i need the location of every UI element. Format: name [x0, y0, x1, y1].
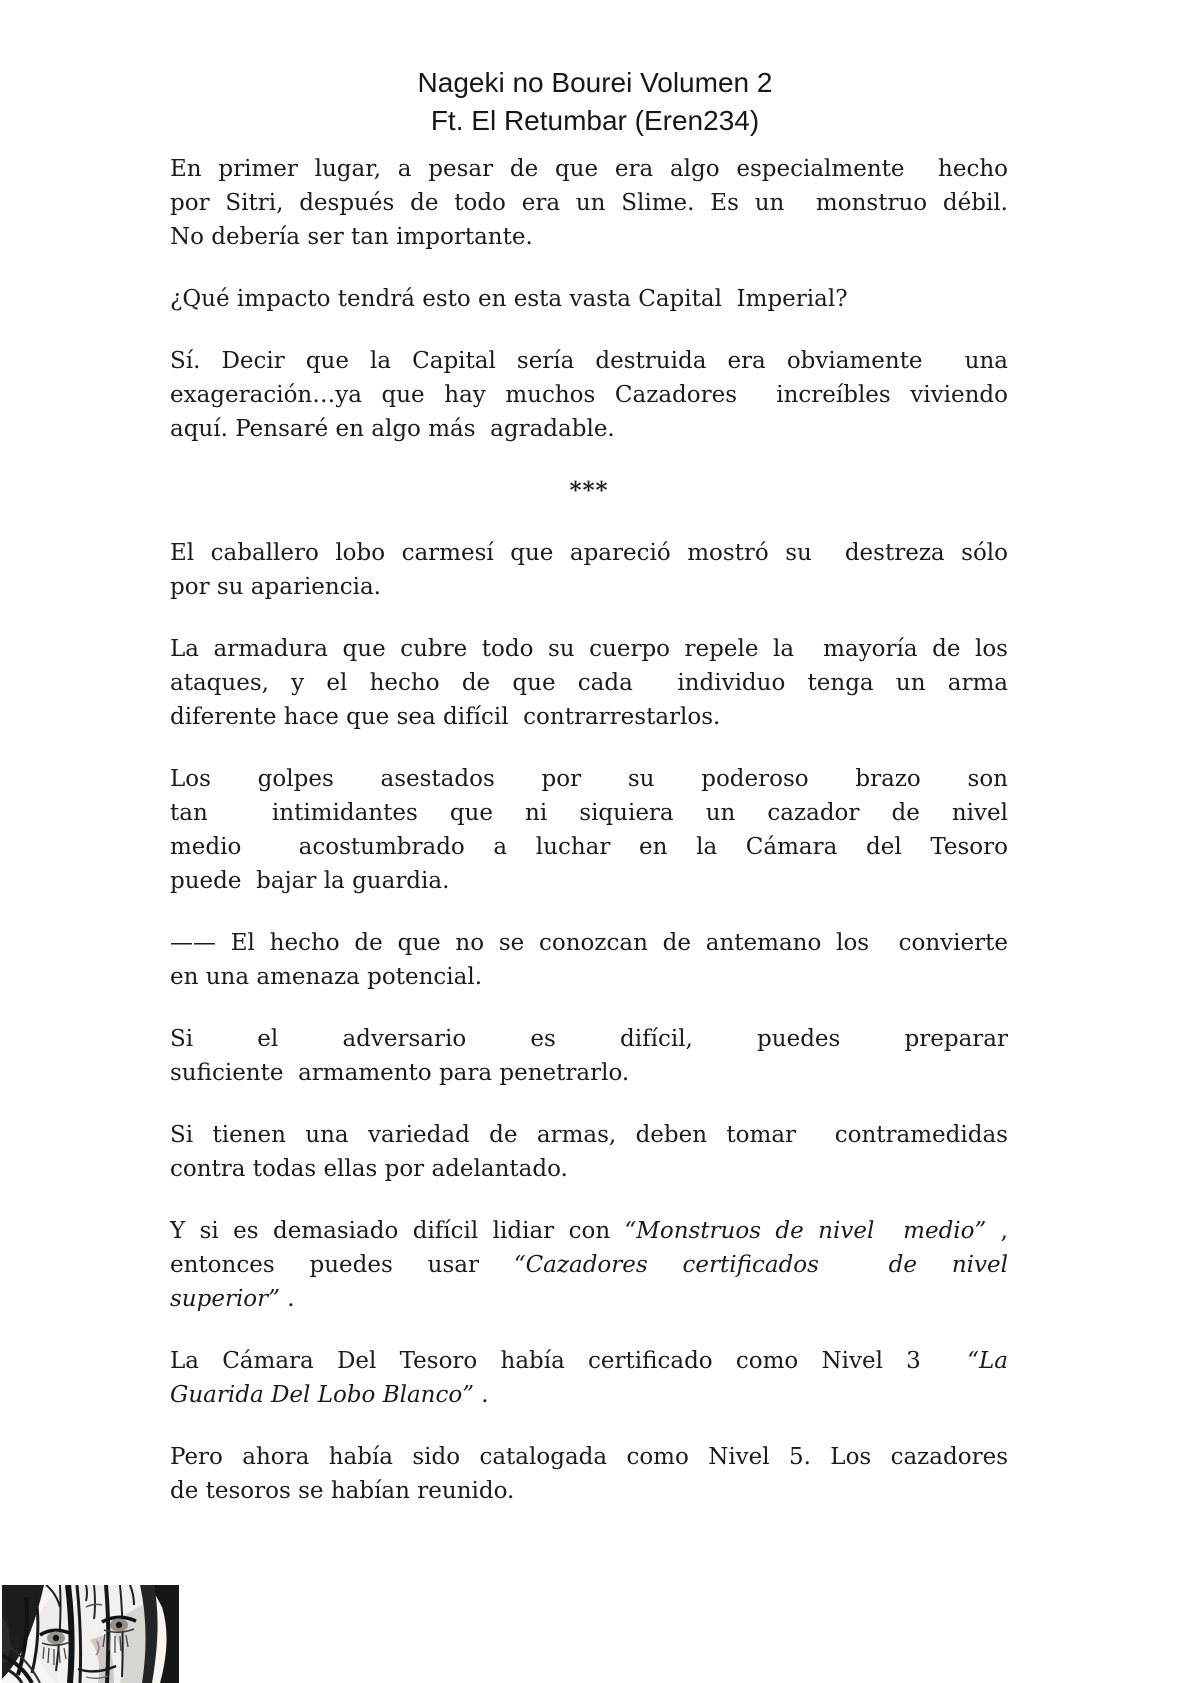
text-segment: por su apariencia. [170, 574, 381, 600]
text-segment: exageración…ya que hay muchos Cazadores increíbles viviendo [170, 382, 1008, 408]
text-line [170, 1474, 1008, 1508]
text-segment: medio acostumbrado a luchar en la Cámara del Tesoro [170, 834, 1008, 860]
text-line [170, 1118, 1008, 1152]
text-line [170, 700, 1008, 734]
text-segment: suficiente armamento para penetrarlo. [170, 1060, 630, 1086]
text-line [170, 762, 1008, 796]
text-line [170, 1440, 1008, 1474]
text-line [170, 1022, 1008, 1056]
italic-text-segment: “La [967, 1348, 1008, 1374]
text-segment: Pero ahora había sido catalogada como Nivel 5. Los cazadores [170, 1444, 1008, 1470]
text-line [170, 864, 1008, 898]
paragraphs-section-1 [170, 152, 1008, 446]
text-line [170, 960, 1008, 994]
text-line [170, 570, 1008, 604]
text-line [170, 378, 1008, 412]
italic-text-segment: “Monstruos de nivel medio” [624, 1218, 987, 1244]
italic-text-segment: “Cazadores certificados de nivel [513, 1252, 1008, 1278]
text-segment: puede bajar la guardia. [170, 868, 450, 894]
text-line [170, 282, 1008, 316]
scene-break-separator: *** [569, 477, 609, 504]
text-line [170, 1214, 1008, 1248]
text-segment: en una amenaza potencial. [170, 964, 483, 990]
page-title [0, 0, 1190, 140]
title-line-2: Ft. El Retumbar (Eren234) [430, 105, 760, 136]
text-segment: por Sitri, después de todo era un Slime. Es un monstruo débil. [170, 190, 1008, 216]
paragraph [170, 152, 1008, 254]
text-segment: diferente hace que sea difícil contrarrestarlos. [170, 704, 721, 730]
text-line [170, 632, 1008, 666]
text-line [170, 830, 1008, 864]
text-line [170, 1056, 1008, 1090]
text-segment: Los golpes asestados por su poderoso brazo son [170, 766, 1008, 792]
paragraph [170, 1214, 1008, 1316]
text-segment: Sí. Decir que la Capital sería destruida era obviamente una [170, 348, 1008, 374]
title-line-1: Nageki no Bourei Volumen 2 [417, 67, 773, 98]
text-line [170, 1344, 1008, 1378]
text-line [170, 1152, 1008, 1186]
text-segment: aquí. Pensaré en algo más agradable. [170, 416, 615, 442]
paragraph [170, 344, 1008, 446]
text-segment: Si tienen una variedad de armas, deben tomar contramedidas [170, 1122, 1008, 1148]
italic-text-segment: superior” [170, 1286, 280, 1312]
paragraph [170, 762, 1008, 898]
text-segment: La Cámara Del Tesoro había certificado como Nivel 3 [170, 1348, 968, 1374]
italic-text-segment: Guarida Del Lobo Blanco” [170, 1382, 474, 1408]
text-segment: ¿Qué impacto tendrá esto en esta vasta Capital Imperial? [170, 286, 848, 312]
text-segment: La armadura que cubre todo su cuerpo repele la mayoría de los [170, 636, 1008, 662]
manga-face-illustration [2, 1585, 179, 1683]
text-line [170, 536, 1008, 570]
text-segment: Si el adversario es difícil, puedes preparar [170, 1026, 1008, 1052]
paragraph [170, 1440, 1008, 1508]
body-text-column [170, 152, 1008, 1508]
text-line [170, 220, 1008, 254]
text-line [170, 796, 1008, 830]
text-segment: . [279, 1286, 295, 1312]
text-segment: —— El hecho de que no se conozcan de antemano los convierte [170, 930, 1008, 956]
text-segment: , [986, 1218, 1008, 1244]
paragraph [170, 536, 1008, 604]
text-line [170, 152, 1008, 186]
text-segment: No debería ser tan importante. [170, 224, 533, 250]
text-segment: El caballero lobo carmesí que apareció mostró su destreza sólo [170, 540, 1008, 566]
text-line [170, 412, 1008, 446]
text-segment: de tesoros se habían reunido. [170, 1478, 515, 1504]
text-line [170, 1378, 1008, 1412]
paragraph [170, 632, 1008, 734]
text-line [170, 186, 1008, 220]
text-segment: ataques, y el hecho de que cada individuo tenga un arma [170, 670, 1008, 696]
text-segment: entonces puedes usar [170, 1252, 514, 1278]
text-segment: tan intimidantes que ni siquiera un cazador de nivel [170, 800, 1008, 826]
paragraphs-section-2 [170, 536, 1008, 1508]
text-segment: . [474, 1382, 489, 1408]
manga-face-svg [2, 1585, 179, 1683]
text-line [170, 1248, 1008, 1282]
paragraph [170, 282, 1008, 316]
text-line [170, 666, 1008, 700]
text-segment: En primer lugar, a pesar de que era algo especialmente hecho [170, 156, 1008, 182]
paragraph [170, 1344, 1008, 1412]
text-line [170, 926, 1008, 960]
paragraph [170, 1118, 1008, 1186]
paragraph [170, 926, 1008, 994]
text-segment: contra todas ellas por adelantado. [170, 1156, 568, 1182]
paragraph [170, 1022, 1008, 1090]
text-line [170, 1282, 1008, 1316]
text-segment: Y si es demasiado difícil lidiar con [170, 1218, 625, 1244]
text-line [170, 344, 1008, 378]
